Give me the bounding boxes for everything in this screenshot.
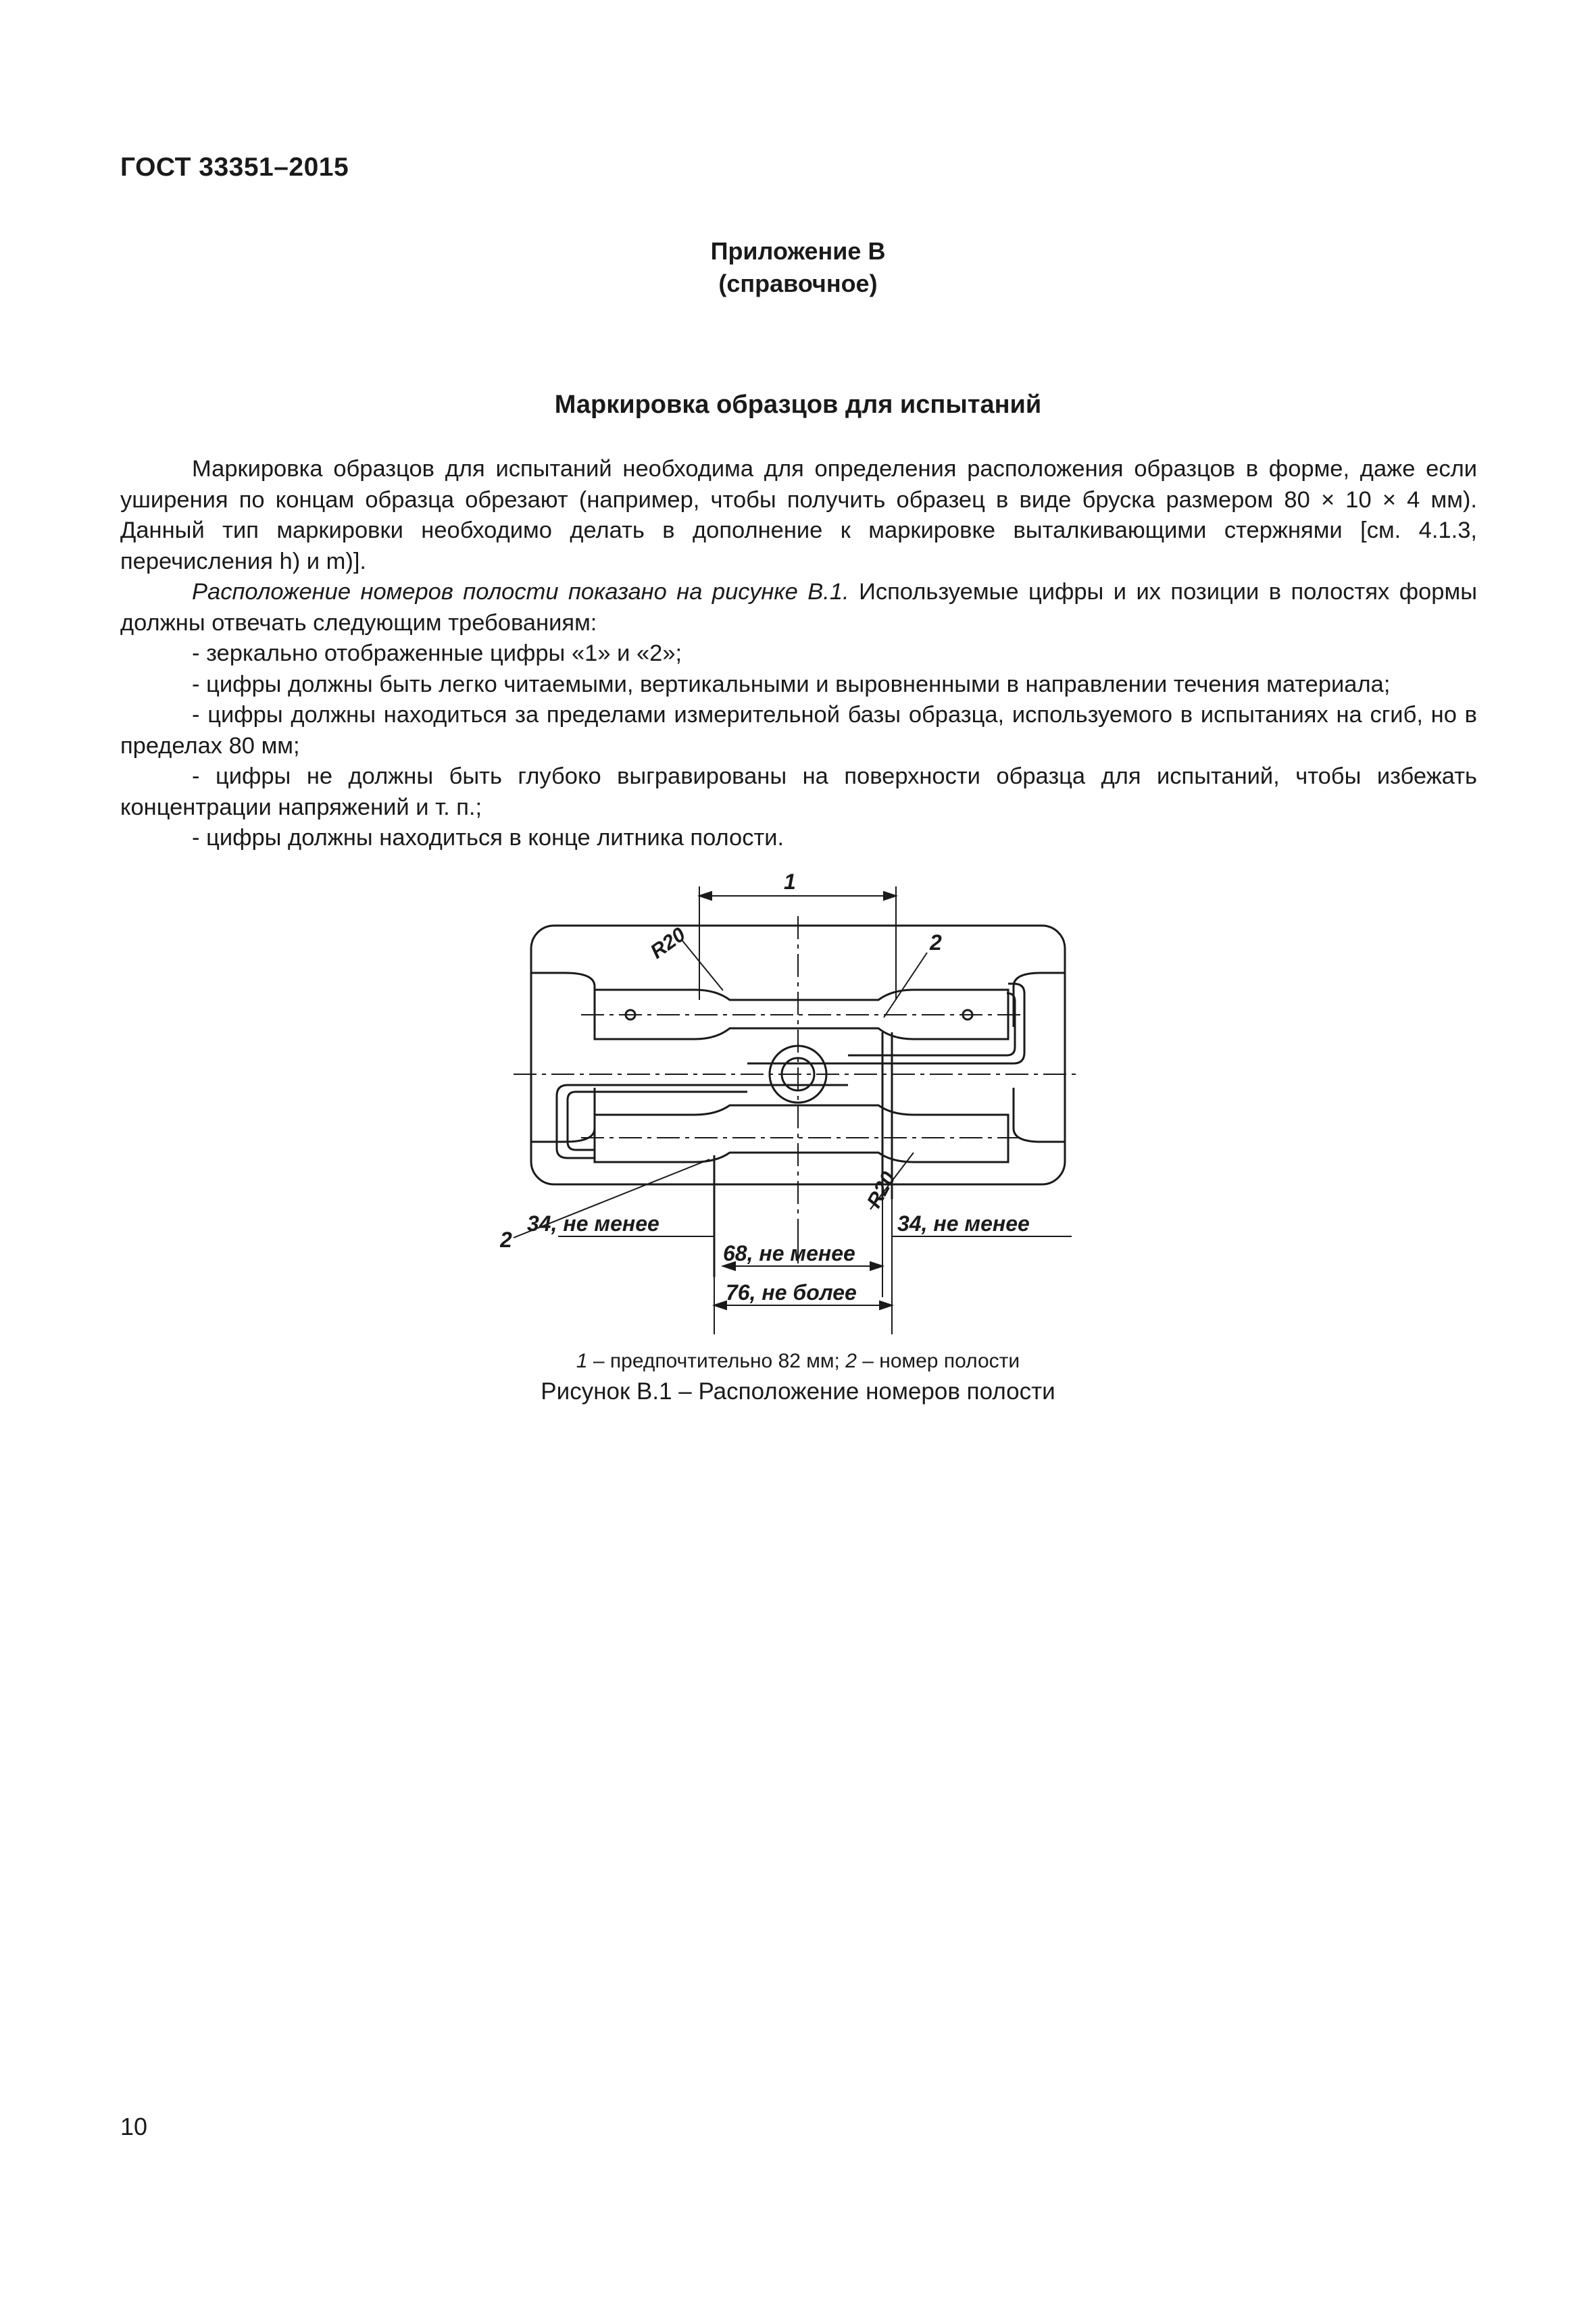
dim-68: 68, не менее [723, 1241, 855, 1265]
paragraph-1: Маркировка образцов для испытаний необходима для определения расположения образцов в форме, даже если уширения по концам образца обрезают (например, чтобы получить образец в виде бруска размером 80 × 10 × 4 мм). Данный тип маркировки необходимо делать в дополнение к маркировке выталкивающими стержнями [см. 4.1.3, перечисления h) и m)]. [120, 456, 1477, 574]
arrow-head [880, 1301, 892, 1309]
arrow-head [884, 892, 896, 900]
leader-r20-top [681, 939, 723, 990]
leader-2-top [884, 953, 927, 1017]
annex-heading [0, 235, 1596, 300]
mold-inner-edge [1014, 1088, 1065, 1142]
radius-label-bottom: R20 [863, 1168, 901, 1212]
page-number: 10 [120, 2113, 148, 2140]
cavity-drawing [500, 858, 1095, 1344]
mold-inner-edge [1014, 973, 1065, 1027]
list-item: - цифры должны быть легко читаемыми, вертикальными и выровненными в направлении течения материала; [192, 671, 1391, 697]
body-text [120, 454, 1477, 854]
figure-caption: Рисунок В.1 – Расположение номеров полости [541, 1378, 1055, 1405]
runner-right [848, 984, 1024, 1063]
legend-number: 1 [576, 1350, 588, 1372]
mold-inner-edge [531, 1088, 595, 1142]
section-title: Маркировка образцов для испытаний [554, 391, 1042, 419]
runner-left [557, 1085, 747, 1158]
document-code: ГОСТ 33351–2015 [120, 153, 349, 182]
arrow-head [699, 892, 712, 900]
list-item: - цифры не должны быть глубоко выгравированы на поверхности образца для испытаний, чтобы избежать концентрации напряжений и т. п.; [120, 763, 1477, 820]
legend-text: – предпочтительно 82 мм; [587, 1350, 846, 1372]
figure-b1 [500, 858, 1095, 1344]
runner-right-inner [848, 993, 1015, 1055]
dim-34-right: 34, не менее [897, 1211, 1030, 1236]
dim-34-left: 34, не менее [527, 1211, 659, 1236]
figure-legend [0, 1350, 1596, 1373]
annex-title: Приложение В [710, 237, 886, 265]
legend-text: – номер полости [856, 1350, 1020, 1372]
mold-inner-edge [531, 973, 595, 1027]
figure-reference: Расположение номеров полости показано на рисунке В.1. [192, 579, 849, 605]
callout-2-top: 2 [930, 930, 942, 955]
paragraph-2 [120, 577, 1477, 638]
paragraph-2-text: Используемые цифры и их позиции в полостях формы должны отвечать следующим требованиям: [120, 579, 1477, 636]
annex-kind: (справочное) [718, 270, 878, 297]
callout-1: 1 [784, 870, 796, 894]
radius-label-top: R20 [646, 923, 690, 963]
callout-2-bottom: 2 [500, 1228, 512, 1252]
arrow-head [870, 1262, 882, 1270]
arrow-head [714, 1301, 726, 1309]
list-item: - цифры должны находиться за пределами измерительной базы образца, используемого в испытаниях на сгиб, но в пределах 80 мм; [120, 702, 1477, 759]
dim-76: 76, не более [726, 1280, 857, 1305]
legend-number: 2 [845, 1350, 857, 1372]
specimen-lower [595, 1105, 1008, 1162]
list-item: - зеркально отображенные цифры «1» и «2»; [192, 640, 682, 666]
list-item: - цифры должны находиться в конце литника полости. [192, 825, 784, 851]
